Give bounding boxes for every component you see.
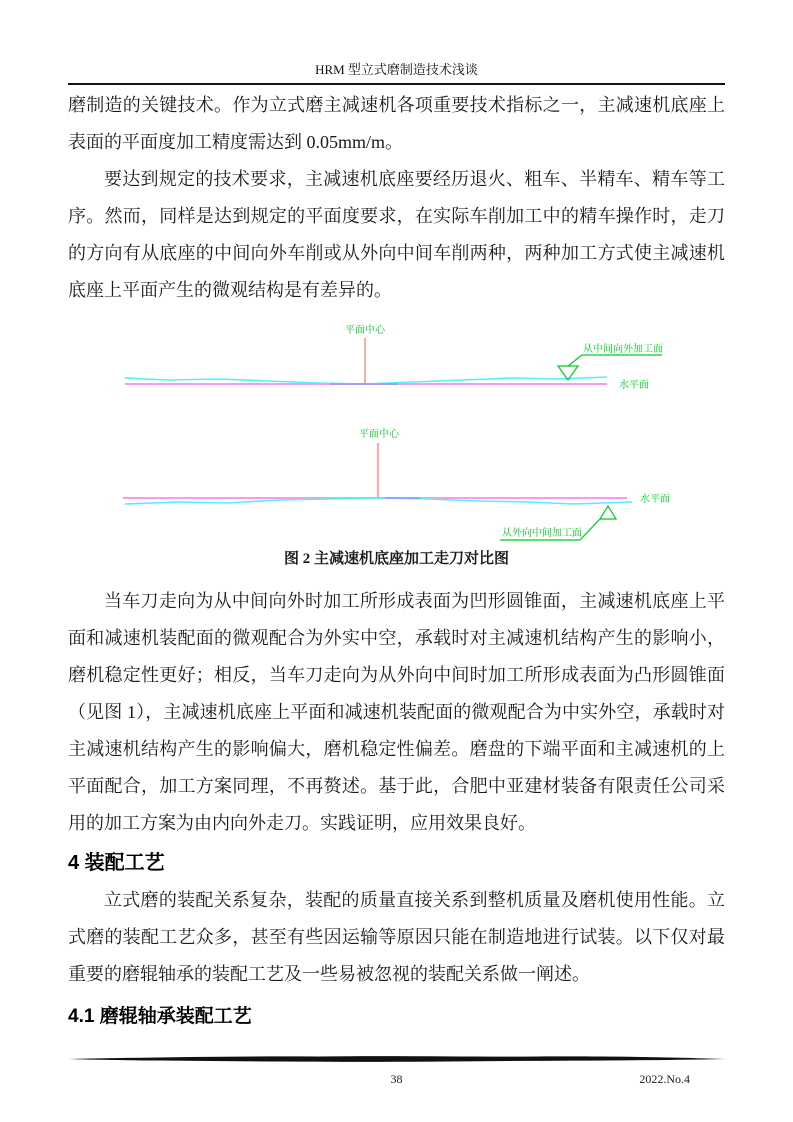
page-footer	[68, 1050, 725, 1089]
running-header-title: HRM 型立式磨制造技术浅谈	[315, 62, 478, 77]
horizontal-plane-label-top: 水平面	[619, 380, 649, 391]
header-rule	[68, 83, 725, 85]
horizontal-plane-label-bottom: 水平面	[640, 494, 670, 505]
leader-line-top	[568, 355, 662, 366]
footer-rule	[68, 1055, 725, 1063]
paragraph-1: 磨制造的关键技术。作为立式磨主减速机各项重要技术指标之一，主减速机底座上表面的平面度加工精度需达到 0.05mm/m。	[68, 95, 725, 152]
footer-texts	[68, 1071, 725, 1089]
plane-center-label-top: 平面中心	[345, 325, 385, 336]
paragraph-2: 要达到规定的技术要求，主减速机底座要经历退火、粗车、半精车、精车等工序。然而，同样是达到规定的平面度要求，在实际车削加工中的精车操作时，走刀的方向有从底座的中间向外车削或从外向中间车削两种，两种加工方式使主减速机底座上平面产生的微观结构是有差异的。	[68, 169, 725, 300]
surface-profile-top	[125, 377, 607, 384]
page-content	[68, 0, 725, 1029]
paragraph-3: 当车刀走向为从中间向外时加工所形成表面为凹形圆锥面，主减速机底座上平面和减速机装配面的微观配合为外实中空，承载时对主减速机结构产生的影响小，磨机稳定性更好；相反，当车刀走向为从外向中间时加工所形成表面为凸形圆锥面（见图 1），主减速机底座上平面和减速机装配面的微观配合为中实外空，承载时对主减速机结构产生的影响偏大，磨机稳定性偏差。磨盘的下端平面和主减速机的上平面配合，加工方案同理，不再赘述。基于此，合肥中亚建材装备有限责任公司采用的加工方案为由内向外走刀。实践证明，应用效果良好。	[68, 591, 725, 833]
machined-surface-label-bottom: 从外向中间加工面	[502, 528, 582, 539]
issue-label: 2022.No.4	[639, 1072, 690, 1086]
page-number: 38	[390, 1072, 403, 1086]
machined-surface-label-top: 从中间向外加工面	[583, 344, 663, 355]
figure-2-caption: 图 2 主减速机底座加工走刀对比图	[283, 551, 509, 567]
paragraph-4: 立式磨的装配关系复杂，装配的质量直接关系到整机质量及磨机使用性能。立式磨的装配工艺众多，甚至有些因运输等原因只能在制造地进行试装。以下仅对最重要的磨辊轴承的装配工艺及一些易被忽视的装配关系做一阐述。	[68, 890, 725, 984]
section-heading-4: 4 装配工艺	[68, 852, 165, 874]
surface-symbol-bottom	[600, 506, 616, 519]
plane-center-label-bottom: 平面中心	[359, 429, 399, 440]
section-heading-4-1: 4.1 磨辊轴承装配工艺	[68, 1006, 252, 1027]
top-diagram	[125, 323, 663, 391]
bottom-diagram	[123, 427, 670, 540]
figure-2-diagram	[68, 317, 725, 549]
